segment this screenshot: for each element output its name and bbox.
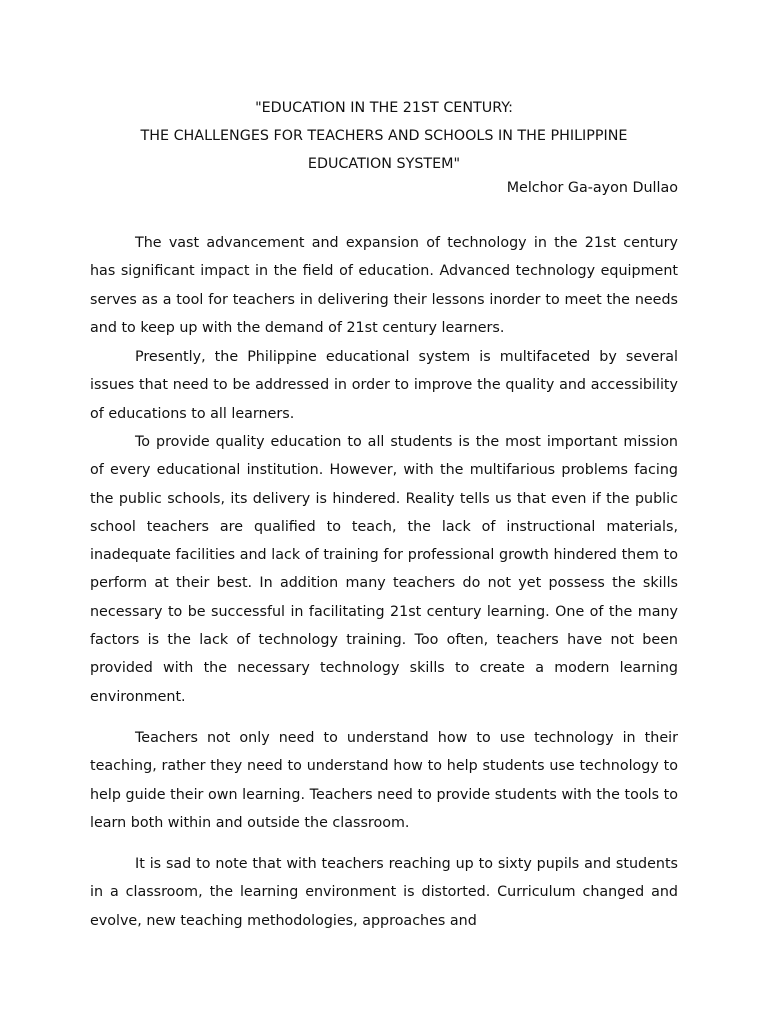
title-line-1: "EDUCATION IN THE 21ST CENTURY:: [255, 100, 513, 116]
paragraph-5: It is sad to note that with teachers reaching up to sixty pupils and students in a classroom, the learning environment is distorted. Curriculum changed and evolve, new teaching methodologies, approaches and: [90, 856, 678, 929]
title-line-3: EDUCATION SYSTEM": [307, 156, 461, 172]
title-line-2: THE CHALLENGES FOR TEACHERS AND SCHOOLS IN THE PHILIPPINE: [140, 128, 628, 144]
paragraph-3: To provide quality education to all students is the most important mission of every educational institution. However, with the multifarious problems facing the public schools, its delivery is hindered. Reality tells us that even if the public school teachers are qualified to teach, the lack of instructional materials, inadequate facilities and lack of training for professional growth hindered them to perform at their best. In addition many teachers do not yet possess the skills necessary to be successful in facilitating 21st century learning. One of the many factors is the lack of technology training. Too often, teachers have not been provided with the necessary technology skills to create a modern learning environment.: [90, 434, 678, 705]
document-title: [80, 94, 688, 178]
paragraph-1: The vast advancement and expansion of technology in the 21st century has significant impact in the field of education. Advanced technology equipment serves as a tool for teachers in delivering their lessons inorder to meet the needs and to keep up with the demand of 21st century learners.: [90, 235, 678, 336]
paragraph-2: Presently, the Philippine educational system is multifaceted by several issues that need to be addressed in order to improve the quality and accessibility of educations to all learners.: [90, 349, 678, 422]
paragraph-4: Teachers not only need to understand how to use technology in their teaching, rather they need to understand how to help students use technology to help guide their own learning. Teachers need to provide students with the tools to learn both within and outside the classroom.: [90, 730, 678, 831]
author-name: Melchor Ga-ayon Dullao: [506, 180, 678, 196]
